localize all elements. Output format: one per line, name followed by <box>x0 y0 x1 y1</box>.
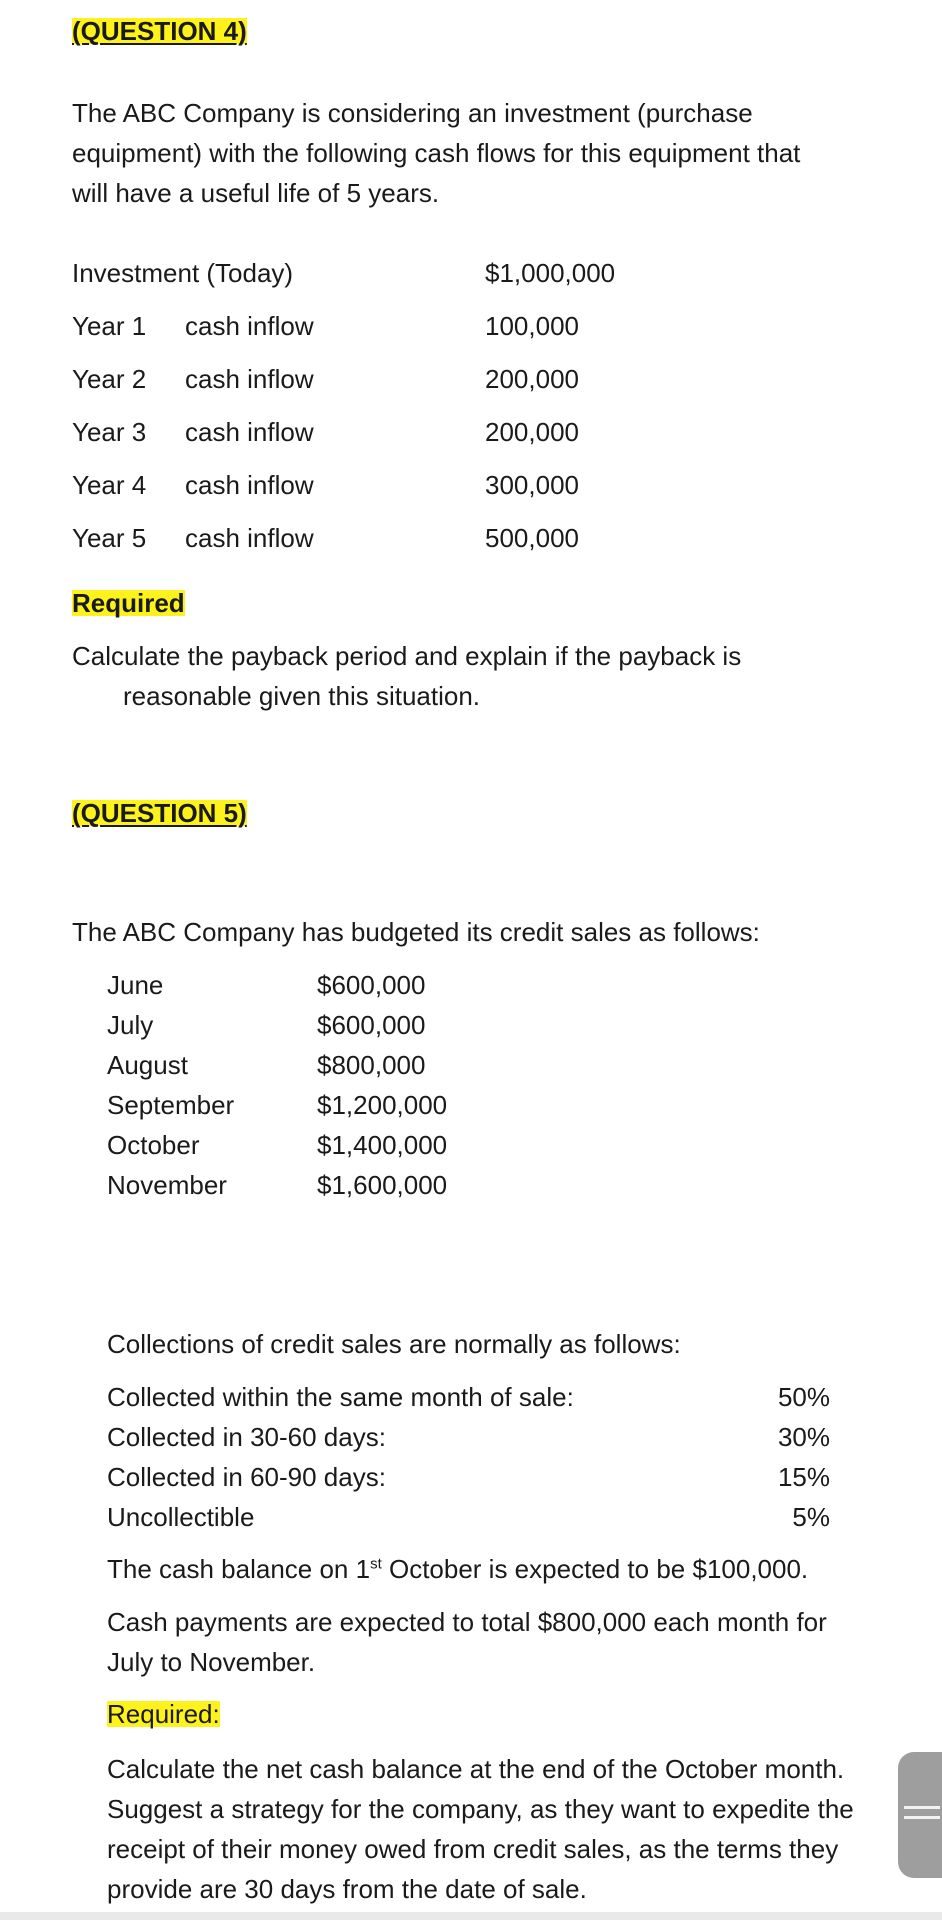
handle-grip-icon <box>904 1806 940 1809</box>
q5-required-line-1: Calculate the net cash balance at the end of the October month. <box>107 1754 845 1784</box>
q4-required-line-1: Calculate the payback period and explain if the payback is <box>72 641 742 671</box>
cash-flow-year: Year 3 <box>72 417 147 447</box>
q4-intro-line-1: The ABC Company is considering an investment (purchase <box>72 98 753 128</box>
cash-balance-line <box>107 1556 808 1582</box>
q5-required-line-4: provide are 30 days from the date of sale. <box>107 1874 587 1904</box>
sales-amount: $1,200,000 <box>317 1090 448 1120</box>
collection-label: Collected within the same month of sale: <box>107 1382 574 1412</box>
cash-flow-value: 200,000 <box>485 364 579 394</box>
cash-flow-year: Year 4 <box>72 470 147 500</box>
payments-line-2: July to November. <box>107 1647 316 1677</box>
collection-label: Collected in 60-90 days: <box>107 1462 386 1492</box>
sales-month: August <box>107 1050 188 1080</box>
sales-month: July <box>107 1010 154 1040</box>
collection-percent: 5% <box>792 1502 830 1532</box>
cash-flow-value: 100,000 <box>485 311 579 341</box>
sales-amount: $600,000 <box>317 1010 426 1040</box>
cash-balance-ordinal: st <box>370 1555 382 1573</box>
investment-value: $1,000,000 <box>485 258 616 288</box>
cash-flow-value: 300,000 <box>485 470 579 500</box>
cash-flow-label: cash inflow <box>185 470 314 500</box>
investment-label: Investment (Today) <box>72 258 294 288</box>
cash-flow-year: Year 2 <box>72 364 147 394</box>
q4-intro-line-2: equipment) with the following cash flows for this equipment that <box>72 138 801 168</box>
sales-month: September <box>107 1090 235 1120</box>
sales-month: October <box>107 1130 200 1160</box>
q4-required-label: Required <box>72 588 185 618</box>
cash-flow-label: cash inflow <box>185 523 314 553</box>
cash-flow-value: 500,000 <box>485 523 579 553</box>
q4-required-line-2: reasonable given this situation. <box>123 681 481 711</box>
cash-flow-year: Year 1 <box>72 311 147 341</box>
collection-label: Uncollectible <box>107 1502 255 1532</box>
sales-month: November <box>107 1170 227 1200</box>
collections-intro: Collections of credit sales are normally as follows: <box>107 1329 681 1359</box>
cash-flow-label: cash inflow <box>185 311 314 341</box>
collection-label: Collected in 30-60 days: <box>107 1422 386 1452</box>
payments-line-1: Cash payments are expected to total $800,000 each month for <box>107 1607 827 1637</box>
sales-amount: $1,600,000 <box>317 1170 448 1200</box>
cash-flow-value: 200,000 <box>485 417 579 447</box>
question-5-heading: (QUESTION 5) <box>72 798 247 828</box>
sales-amount: $600,000 <box>317 970 426 1000</box>
cash-balance-suffix: October is expected to be $100,000. <box>381 1554 809 1584</box>
question-4-heading: (QUESTION 4) <box>72 16 247 46</box>
scroll-handle[interactable] <box>898 1752 942 1878</box>
collection-percent: 30% <box>777 1422 830 1452</box>
cash-flow-label: cash inflow <box>185 417 314 447</box>
q5-required-line-2: Suggest a strategy for the company, as they want to expedite the <box>107 1794 854 1824</box>
handle-grip-icon <box>904 1816 940 1819</box>
collection-percent: 50% <box>777 1382 830 1412</box>
sales-amount: $800,000 <box>317 1050 426 1080</box>
sales-month: June <box>107 970 164 1000</box>
q4-intro-line-3: will have a useful life of 5 years. <box>72 178 440 208</box>
sales-amount: $1,400,000 <box>317 1130 448 1160</box>
q5-required-label: Required: <box>107 1699 220 1729</box>
bottom-edge <box>0 1912 942 1920</box>
cash-flow-label: cash inflow <box>185 364 314 394</box>
cash-flow-year: Year 5 <box>72 523 147 553</box>
cash-balance-prefix: The cash balance on 1 <box>107 1554 371 1584</box>
q5-intro: The ABC Company has budgeted its credit sales as follows: <box>72 917 760 947</box>
collection-percent: 15% <box>777 1462 830 1492</box>
q5-required-line-3: receipt of their money owed from credit sales, as the terms they <box>107 1834 839 1864</box>
